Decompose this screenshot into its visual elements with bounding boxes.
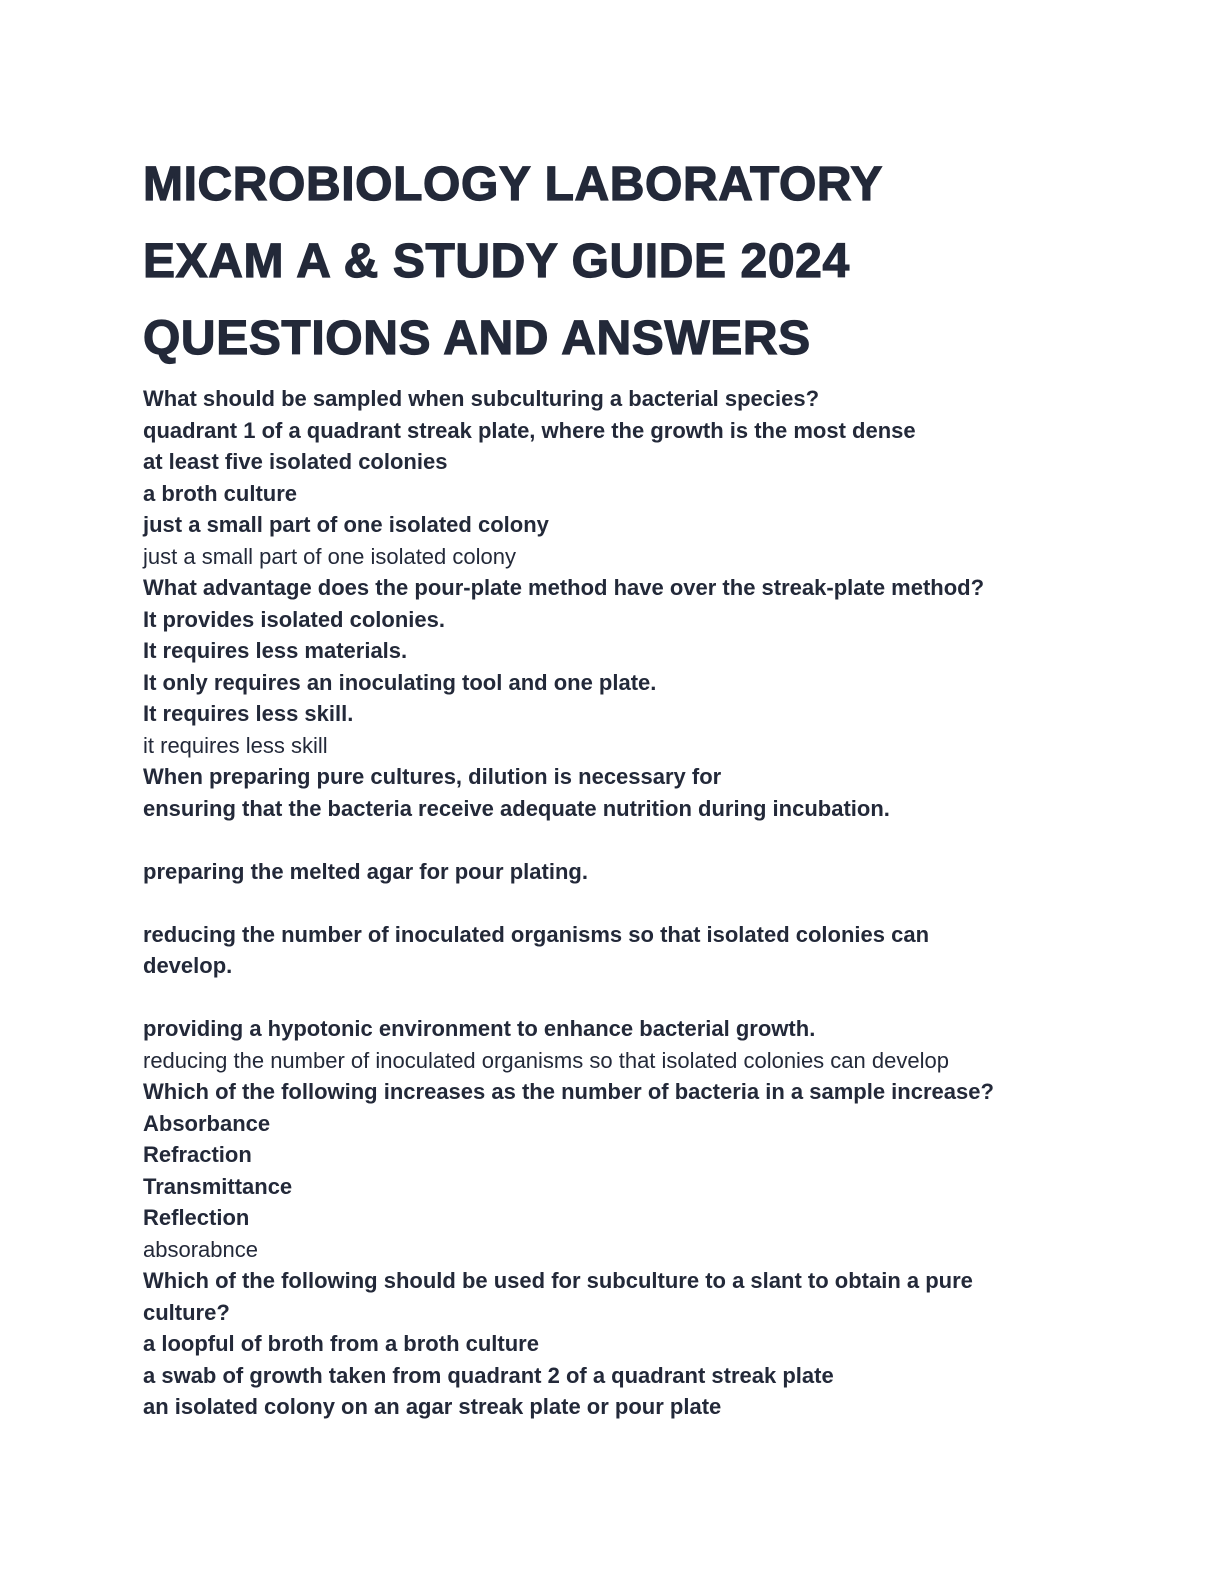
answer-option: quadrant 1 of a quadrant streak plate, where the growth is the most dense bbox=[143, 417, 916, 443]
answer-option: Transmittance bbox=[143, 1173, 293, 1199]
answer-option: ensuring that the bacteria receive adequate nutrition during incubation. bbox=[143, 795, 890, 821]
question-block-4 bbox=[143, 1076, 1103, 1265]
answer-option: It provides isolated colonies. bbox=[143, 606, 445, 632]
document-title bbox=[143, 146, 1103, 377]
answer-option: Reflection bbox=[143, 1205, 250, 1230]
answer-option: a broth culture bbox=[143, 480, 298, 506]
question-block-3 bbox=[143, 761, 1103, 1076]
answer-option: Refraction bbox=[143, 1142, 252, 1167]
answer-option: a loopful of broth from a broth culture bbox=[143, 1331, 539, 1356]
question-text: What should be sampled when subculturing a bacterial species? bbox=[143, 386, 820, 411]
title-line-2: EXAM A & STUDY GUIDE 2024 bbox=[143, 235, 850, 288]
question-block-2 bbox=[143, 572, 1103, 761]
spacer bbox=[143, 824, 1103, 856]
question-text: Which of the following should be used for subculture to a slant to obtain a pure culture? bbox=[143, 1268, 973, 1325]
question-block-1 bbox=[143, 383, 1103, 572]
answer-option: at least five isolated colonies bbox=[143, 449, 448, 474]
correct-answer: just a small part of one isolated colony bbox=[143, 543, 516, 569]
answer-option: preparing the melted agar for pour plating. bbox=[143, 858, 588, 884]
answer-option: a swab of growth taken from quadrant 2 of a quadrant streak plate bbox=[143, 1362, 834, 1388]
answer-option: an isolated colony on an agar streak plate or pour plate bbox=[143, 1394, 722, 1419]
question-block-5 bbox=[143, 1265, 1103, 1423]
question-text: What advantage does the pour-plate method have over the streak-plate method? bbox=[143, 575, 985, 600]
answer-option: Absorbance bbox=[143, 1110, 271, 1136]
title-line-3: QUESTIONS AND ANSWERS bbox=[143, 312, 811, 365]
correct-answer: absorabnce bbox=[143, 1236, 258, 1262]
answer-option: just a small part of one isolated colony bbox=[143, 512, 549, 537]
answer-option: It requires less skill. bbox=[143, 701, 354, 726]
question-text: When preparing pure cultures, dilution is necessary for bbox=[143, 764, 722, 789]
title-line-1: MICROBIOLOGY LABORATORY bbox=[143, 158, 884, 211]
correct-answer: reducing the number of inoculated organisms so that isolated colonies can develop bbox=[143, 1047, 949, 1073]
answer-option: reducing the number of inoculated organisms so that isolated colonies can develop. bbox=[143, 921, 930, 978]
answer-option: providing a hypotonic environment to enhance bacterial growth. bbox=[143, 1016, 816, 1041]
spacer bbox=[143, 887, 1103, 919]
answer-option: It requires less materials. bbox=[143, 638, 408, 663]
document-page bbox=[143, 146, 1103, 1423]
correct-answer: it requires less skill bbox=[143, 732, 328, 758]
spacer bbox=[143, 982, 1103, 1014]
answer-option: It only requires an inoculating tool and one plate. bbox=[143, 669, 657, 695]
question-text: Which of the following increases as the number of bacteria in a sample increase? bbox=[143, 1079, 994, 1104]
